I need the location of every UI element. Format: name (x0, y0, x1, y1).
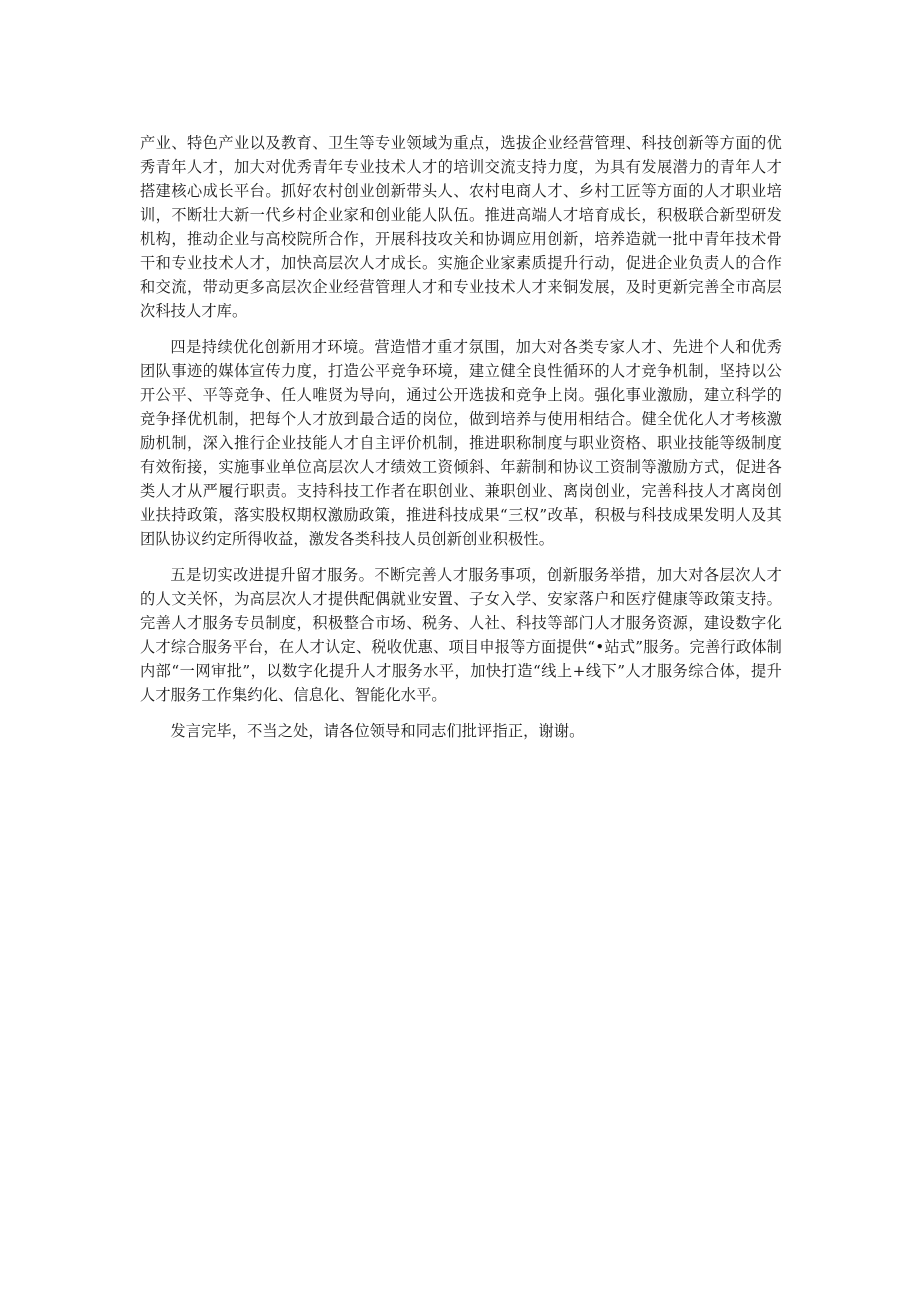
document-body (140, 131, 782, 755)
paragraph-point-five: 五是切实改进提升留才服务。不断完善人才服务事项，创新服务举措，加大对各层次人才的人文关怀，为高层次人才提供配偶就业安置、子女入学、安家落户和医疗健康等政策支持。完善人才服务专员制度，积极整合市场、税务、人社、科技等部门人才服务资源，建设数字化人才综合服务平台，在人才认定、税收优惠、项目申报等方面提供“•站式”服务。完善行政体制内部“一网审批”，以数字化提升人才服务水平，加快打造“线上+线下”人才服务综合体，提升人才服务工作集约化、信息化、智能化水平。 (140, 566, 782, 704)
paragraph-point-four: 四是持续优化创新用才环境。营造惜才重才氛围，加大对各类专家人才、先进个人和优秀团队事迹的媒体宣传力度，打造公平竞争环境，建立健全良性循环的人才竞争机制，坚持以公开公平、平等竞争、任人唯贤为导向，通过公开选拔和竞争上岗。强化事业激励，建立科学的竞争择优机制，把每个人才放到最合适的岗位，做到培养与使用相结合。健全优化人才考核激励机制，深入推行企业技能人才自主评价机制，推进职称制度与职业资格、职业技能等级制度有效衔接，实施事业单位高层次人才绩效工资倾斜、年薪制和协议工资制等激励方式，促进各类人才从严履行职责。支持科技工作者在职创业、兼职创业、离岗创业，完善科技人才离岗创业扶持政策，落实股权期权激励政策，推进科技成果“三权”改革，积极与科技成果发明人及其团队协议约定所得收益，激发各类科技人员创新创业积极性。 (140, 338, 782, 548)
paragraph-closing: 发言完毕，不当之处，请各位领导和同志们批评指正，谢谢。 (170, 722, 585, 740)
paragraph-continuation: 产业、特色产业以及教育、卫生等专业领域为重点，选拔企业经营管理、科技创新等方面的优秀青年人才，加大对优秀青年专业技术人才的培训交流支持力度，为具有发展潜力的青年人才搭建核心成长平台。抓好农村创业创新带头人、农村电商人才、乡村工匠等方面的人才职业培训，不断壮大新一代乡村企业家和创业能人队伍。推进高端人才培育成长，积极联合新型研发机构，推动企业与高校院所合作，开展科技攻关和协调应用创新，培养造就一批中青年技术骨干和专业技术人才，加快高层次人才成长。实施企业家素质提升行动，促进企业负责人的合作和交流，带动更多高层次企业经营管理人才和专业技术人才来铜发展，及时更新完善全市高层次科技人才库。 (140, 134, 782, 320)
